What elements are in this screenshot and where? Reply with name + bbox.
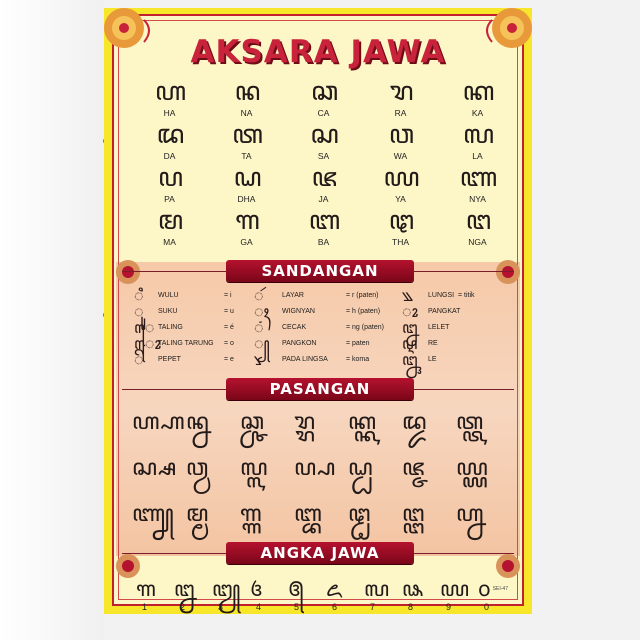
aksara-cell <box>286 164 361 204</box>
pasangan-glyph: ꦏ꧀ꦏ <box>348 409 375 435</box>
aksara-cell <box>440 121 515 161</box>
sandangan-glyph: ꦋ <box>402 350 418 369</box>
aksara-label: KA <box>471 108 484 118</box>
sandangan-glyph: ꦶ <box>134 286 144 305</box>
sandangan-glyph: ꦉ <box>402 334 418 353</box>
angka-glyph: ꧔ <box>250 577 263 601</box>
side-ornament-icon <box>488 546 518 586</box>
sandangan-value: = titik <box>458 292 475 299</box>
sandangan-name: LAYAR <box>282 292 304 299</box>
sandangan-glyph: ꦴ <box>402 302 419 321</box>
pasangan-glyph: ꦛ꧀ꦛ <box>348 501 369 527</box>
divider-line <box>410 553 514 554</box>
aksara-cell <box>209 207 284 247</box>
aksara-cell <box>286 207 361 247</box>
poster <box>104 8 532 614</box>
aksara-label: MA <box>163 237 176 247</box>
aksara-label: DA <box>163 151 176 161</box>
aksara-cell <box>440 78 515 118</box>
divider-line <box>410 271 514 272</box>
angka-number: 6 <box>332 602 338 612</box>
pasangan-glyph: ꦕ꧀ꦕ <box>240 409 262 435</box>
pasangan-glyph: ꦭ꧀ꦭ <box>240 455 266 481</box>
sandangan-value: = e <box>224 356 234 363</box>
aksara-cell <box>132 78 207 118</box>
angka-number: 8 <box>408 602 414 612</box>
pasangan-glyph: ꦢ꧀ꦢ <box>402 409 425 435</box>
divider-line <box>122 553 226 554</box>
aksara-glyph: ꦲ <box>154 77 185 107</box>
aksara-glyph: ꦛ <box>388 206 413 236</box>
sandangan-value: = u <box>224 308 234 315</box>
angka-glyph: ꧓ <box>212 577 241 601</box>
pasangan-glyph: ꦮ꧀ꦮ <box>186 455 207 481</box>
sandangan-glyph: ꦊ <box>402 318 418 337</box>
aksara-glyph: ꦚ <box>459 163 496 193</box>
angka-glyph: ꧖ <box>326 577 343 601</box>
angka-glyph: ꧐ <box>478 577 491 601</box>
pasangan-glyph: ꦝ꧀ꦝ <box>348 455 371 481</box>
sandangan-value: = ng (paten) <box>346 324 384 331</box>
sandangan-value: = h (paten) <box>346 308 381 315</box>
sandangan-name: PEPET <box>158 356 181 363</box>
sandangan-glyph: ꦂ <box>254 286 264 305</box>
sandangan-name: TALING TARUNG <box>158 340 214 347</box>
sandangan-name: LELET <box>428 324 450 331</box>
angka-glyph: ꧕ <box>288 577 304 601</box>
sandangan-glyph: ꧈ <box>254 350 262 369</box>
poster-frame <box>112 14 524 612</box>
sandangan-glyph: ꦺ <box>134 318 155 337</box>
aksara-label: BA <box>317 237 330 247</box>
aksara-glyph: ꦮ <box>388 120 413 150</box>
sandangan-name: PADA LINGSA <box>282 356 328 363</box>
aksara-cell <box>440 164 515 204</box>
sandangan-name: RE <box>428 340 438 347</box>
sandangan-name: CECAK <box>282 324 307 331</box>
aksara-label: GA <box>240 237 253 247</box>
aksara-glyph: ꦗ <box>311 163 336 193</box>
pasangan-glyph: ꦩ꧀ꦩ <box>186 501 207 527</box>
sandangan-value: = é <box>224 324 234 331</box>
aksara-cell <box>286 121 361 161</box>
aksara-cell <box>209 78 284 118</box>
aksara-label: PA <box>164 194 175 204</box>
aksara-glyph: ꦤ <box>234 77 259 107</box>
pasangan-glyph: ꦠ꧀ꦠ <box>456 409 482 435</box>
angka-number: 2 <box>180 602 186 612</box>
aksara-glyph: ꦢ <box>156 120 183 150</box>
aksara-label: SA <box>317 151 330 161</box>
pasangan-glyph: ꦚ꧀ꦚ <box>132 501 172 527</box>
pasangan-glyph: ꦒ꧀ꦒ <box>240 501 260 527</box>
sandangan-glyph: ꦃ <box>254 302 270 321</box>
aksara-cell <box>132 121 207 161</box>
aksara-cell <box>363 78 438 118</box>
aksara-glyph: ꦝ <box>233 163 260 193</box>
sandangan-name: PANGKAT <box>428 308 461 315</box>
aksara-label: THA <box>392 237 409 247</box>
pasangan-glyph: ꦧ꧀ꦧ <box>294 501 320 527</box>
sandangan-name: WULU <box>158 292 179 299</box>
divider-line <box>122 271 226 272</box>
aksara-cell <box>286 78 361 118</box>
aksara-cell <box>209 121 284 161</box>
angka-glyph: ꧙ <box>440 577 470 601</box>
angka-number: 0 <box>484 602 490 612</box>
aksara-cell <box>132 164 207 204</box>
sandangan-value: = paten <box>346 340 370 347</box>
aksara-glyph: ꦧ <box>308 206 339 236</box>
aksara-label: NA <box>240 108 253 118</box>
angka-glyph: ꧗ <box>364 577 390 601</box>
pasangan-glyph: ꦗ꧀ꦗ <box>402 455 423 481</box>
sandangan-glyph: ꦁ <box>254 318 264 337</box>
background-wall <box>0 0 104 640</box>
sandangan-banner: SANDANGAN <box>226 260 414 282</box>
sandangan-value: = o <box>224 340 234 347</box>
divider-line <box>410 389 514 390</box>
angka-jawa-banner: ANGKA JAWA <box>226 542 414 564</box>
aksara-glyph: ꦫ <box>389 77 412 107</box>
pasangan-glyph: ꦲ꧀ꦤ <box>456 501 482 527</box>
angka-number: 3 <box>218 602 224 612</box>
aksara-glyph: ꦭ <box>462 120 493 150</box>
side-ornament-icon <box>488 252 518 292</box>
pasangan-glyph: ꦤ꧀ꦤ <box>186 409 207 435</box>
angka-number: 7 <box>370 602 376 612</box>
aksara-glyph: ꦔ <box>465 206 490 236</box>
sandangan-glyph: ꦺꦴ <box>134 334 161 353</box>
pasangan-glyph: ꦪ꧀ꦪ <box>456 455 486 481</box>
product-code: SEI-47 <box>492 586 508 592</box>
angka-number: 5 <box>294 602 300 612</box>
angka-number: 4 <box>256 602 262 612</box>
sandangan-value: = koma <box>346 356 370 363</box>
angka-number: 1 <box>142 602 148 612</box>
angka-glyph: ꧑ <box>136 577 156 601</box>
pasangan-banner: PASANGAN <box>226 378 414 400</box>
aksara-label: NYA <box>469 194 486 204</box>
aksara-cell <box>440 207 515 247</box>
aksara-glyph: ꦩ <box>157 206 182 236</box>
aksara-cell <box>363 121 438 161</box>
aksara-label: HA <box>163 108 176 118</box>
angka-number: 9 <box>446 602 452 612</box>
aksara-glyph: ꦒ <box>235 206 258 236</box>
pasangan-glyph: ꦥ꧀ꦥ <box>294 455 334 481</box>
aksara-label: JA <box>318 194 329 204</box>
aksara-label: YA <box>395 194 406 204</box>
pasangan-glyph: ꦫ꧀ꦫ <box>294 409 314 435</box>
aksara-cell <box>363 207 438 247</box>
aksara-glyph: ꦏ <box>462 77 493 107</box>
aksara-glyph: ꦪ <box>383 163 418 193</box>
aksara-label: LA <box>472 151 483 161</box>
aksara-cell <box>132 207 207 247</box>
pasangan-glyph: ꦔ꧀ꦔ <box>402 501 423 527</box>
sandangan-name: LE <box>428 356 437 363</box>
sandangan-name: PANGKON <box>282 340 317 347</box>
sandangan-glyph: ꦼ <box>134 350 144 369</box>
sandangan-glyph: ꦸ <box>134 302 144 321</box>
aksara-label: TA <box>241 151 252 161</box>
aksara-label: RA <box>394 108 407 118</box>
aksara-label: CA <box>317 108 330 118</box>
sandangan-value: = i <box>224 292 232 299</box>
divider-line <box>122 389 226 390</box>
aksara-cell <box>363 164 438 204</box>
aksara-cell <box>209 164 284 204</box>
pasangan-glyph: ꦲ꧀ꦲ <box>132 409 183 435</box>
angka-glyph: ꧘ <box>402 577 424 601</box>
pasangan-glyph: ꦱ꧀ꦱ <box>132 455 175 481</box>
aksara-label: DHA <box>237 194 256 204</box>
sandangan-glyph: ꧀ <box>254 334 270 353</box>
aksara-glyph: ꦠ <box>232 120 261 150</box>
angka-glyph: ꧒ <box>174 577 195 601</box>
aksara-label: WA <box>393 151 408 161</box>
sandangan-glyph: ꧉ <box>402 286 413 305</box>
poster-title: AKSARA JAWA <box>190 34 446 70</box>
sandangan-name: WIGNYAN <box>282 308 315 315</box>
aksara-glyph: ꦕ <box>310 77 337 107</box>
aksara-glyph: ꦥ <box>157 163 182 193</box>
sandangan-value: = r (paten) <box>346 292 379 299</box>
sandangan-name: SUKU <box>158 308 178 315</box>
aksara-label: NGA <box>468 237 487 247</box>
sandangan-name: LUNGSI <box>428 292 455 299</box>
aksara-glyph: ꦱ <box>310 120 337 150</box>
sandangan-name: TALING <box>158 324 183 331</box>
